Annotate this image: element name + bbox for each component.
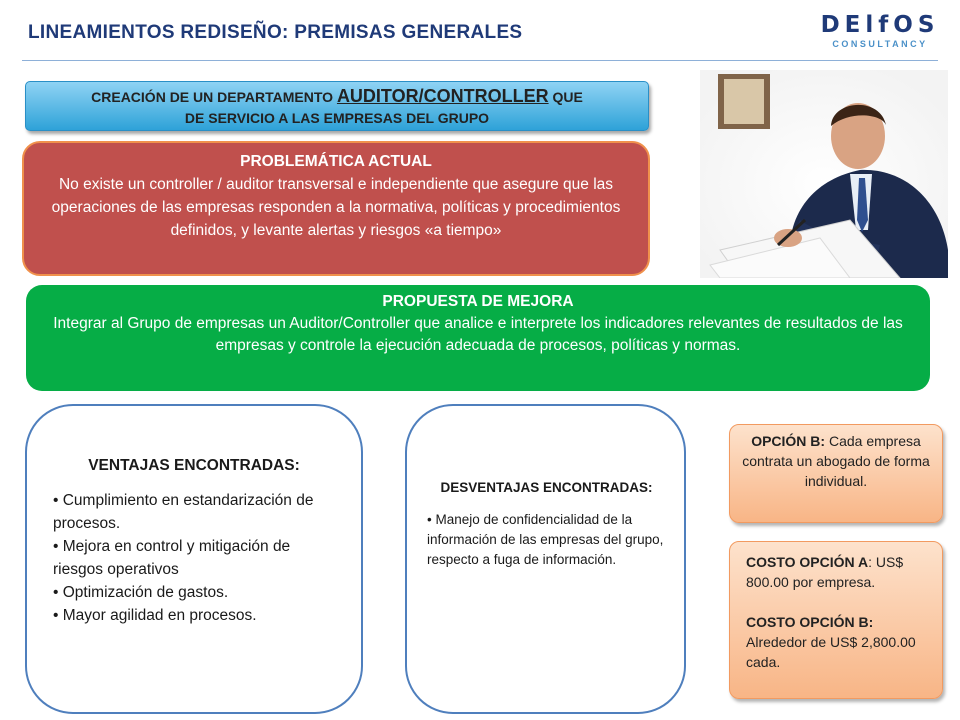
problem-heading: PROBLEMÁTICA ACTUAL: [240, 153, 432, 170]
disadvantages-box: [405, 404, 686, 714]
page-title: LINEAMIENTOS REDISEÑO: PREMISAS GENERALES: [28, 22, 523, 43]
advantages-box: [25, 404, 363, 714]
option-b-label: OPCIÓN B:: [751, 433, 826, 449]
advantage-item: • Mayor agilidad en procesos.: [53, 604, 335, 627]
banner-highlight: AUDITOR/CONTROLLER: [336, 86, 549, 106]
current-problem-box: [22, 141, 650, 276]
businessman-signing-icon: [700, 70, 948, 278]
advantage-item: • Mejora en control y mitigación de riesgos operativos: [53, 535, 335, 581]
cost-a-label: COSTO OPCIÓN A: [746, 554, 869, 570]
logo-subtitle: CONSULTANCY: [832, 39, 928, 49]
cost-b-label: COSTO OPCIÓN B:: [746, 614, 874, 630]
banner-line2: DE SERVICIO A LAS EMPRESAS DEL GRUPO: [184, 110, 490, 126]
advantage-item: • Cumplimiento en estandarización de procesos.: [53, 489, 335, 535]
banner-suffix: QUE: [548, 89, 583, 105]
option-b-box: [729, 424, 943, 523]
cost-a-text: : US$ 800.00 por empresa.: [746, 554, 904, 590]
proposal-body: Integrar al Grupo de empresas un Auditor/Controller que analice e interprete los indicadores relevantes de resultados de las empresas y controle la ejecución adecuada de procesos, políticas y normas.: [53, 315, 903, 354]
option-b-text: Cada empresa contrata un abogado de forma individual.: [742, 433, 930, 489]
delfos-logo: [820, 12, 940, 52]
disadvantages-heading: DESVENTAJAS ENCONTRADAS:: [440, 480, 653, 495]
logo-wordmark: DElfOS: [820, 12, 940, 38]
banner-prefix: CREACIÓN DE UN DEPARTAMENTO: [91, 89, 337, 105]
improvement-proposal-box: [26, 285, 930, 391]
proposal-heading: PROPUESTA DE MEJORA: [382, 293, 574, 310]
advantage-item: • Optimización de gastos.: [53, 581, 335, 604]
disadvantage-item: • Manejo de confidencialidad de la información de las empresas del grupo, respecto a fuga de información.: [427, 510, 666, 570]
header-divider: [22, 60, 938, 61]
problem-body: No existe un controller / auditor transversal e independiente que asegure que las operaciones de las empresas responden a la normativa, políticas y procedimientos definidos, y levante alertas y riesgos «a tiempo»: [51, 176, 621, 239]
advantages-heading: VENTAJAS ENCONTRADAS:: [88, 457, 300, 474]
cost-options-box: [729, 541, 943, 699]
cost-b-text: Alrededor de US$ 2,800.00 cada.: [746, 634, 916, 670]
department-banner: [25, 81, 649, 131]
